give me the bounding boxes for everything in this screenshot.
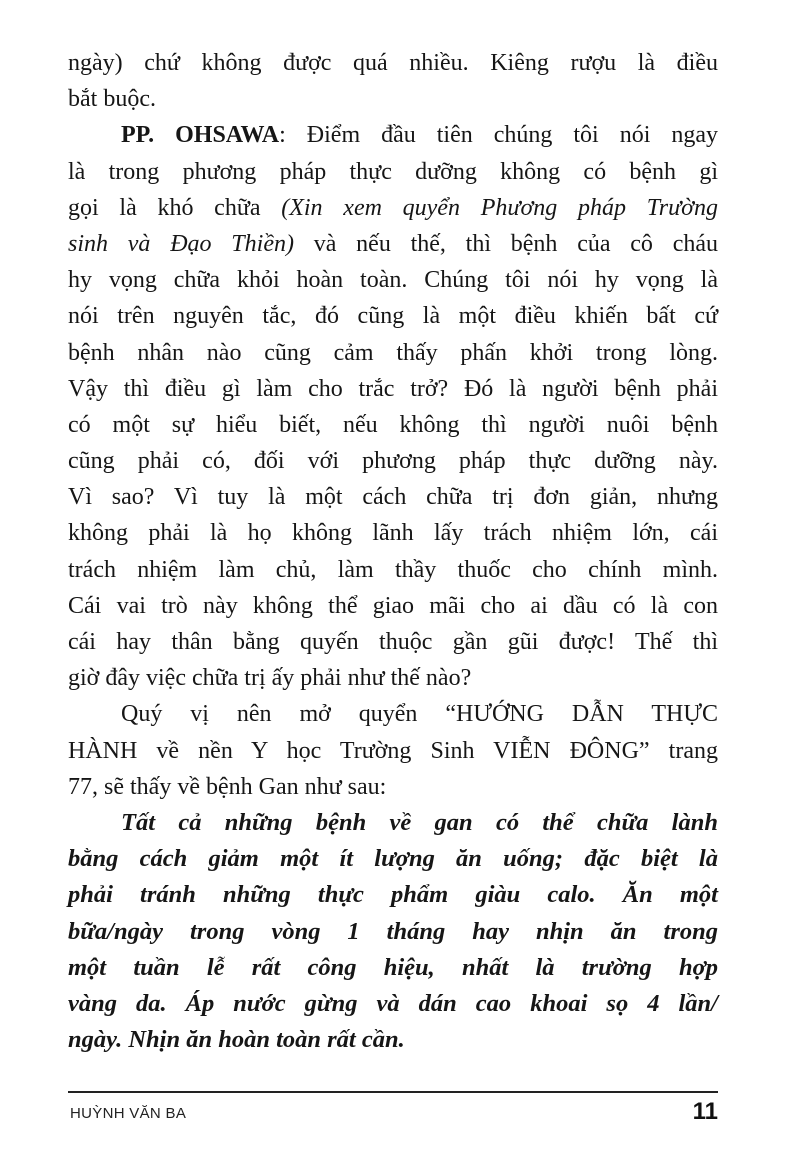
text-line (68, 841, 718, 877)
italic-reference: sinh và Đạo Thiền) (68, 230, 294, 257)
text-segment: là trong phương pháp thực dưỡng không có bệnh gì (68, 158, 718, 185)
body-text (68, 45, 718, 1058)
text-segment: bằng cách giảm một ít lượng ăn uống; đặc biệt là (68, 845, 718, 873)
text-segment: phải tránh những thực phẩm giàu calo. Ăn một (68, 881, 718, 909)
text-segment: cái hay thân bằng quyến thuộc gần gũi được! Thế thì (68, 629, 718, 655)
text-line (68, 262, 718, 298)
text-segment: không phải là họ không lãnh lấy trách nhiệm lớn, cái (68, 520, 718, 547)
text-line (68, 877, 718, 913)
text-line (68, 515, 718, 551)
page-number: 11 (692, 1098, 718, 1125)
text-segment: : Điểm đầu tiên chúng tôi nói ngay (279, 122, 718, 149)
text-segment: cũng phải có, đối với phương pháp thực dưỡng này. (68, 448, 718, 475)
text-line (68, 986, 718, 1022)
text-segment: Quý vị nên mở quyển “HƯỚNG DẪN THỰC (121, 701, 718, 728)
text-segment: vàng da. Áp nước gừng và dán cao khoai sọ 4 lần/ (68, 989, 718, 1017)
speaker-label: PP. OHSAWA (121, 122, 280, 149)
text-line (68, 154, 718, 190)
text-line (68, 371, 718, 407)
text-line (68, 588, 718, 624)
text-line (68, 805, 718, 841)
text-segment: 77, sẽ thấy về bệnh Gan như sau: (68, 773, 387, 800)
text-line (68, 190, 718, 226)
text-line (68, 479, 718, 515)
text-line (68, 950, 718, 986)
text-line (68, 335, 718, 371)
text-segment: bữa/ngày trong vòng 1 tháng hay nhịn ăn trong (68, 917, 718, 945)
text-segment: và nếu thế, thì bệnh của cô cháu (293, 230, 719, 257)
text-segment: một tuần lễ rất công hiệu, nhất là trường hợp (68, 953, 718, 981)
text-line (68, 660, 718, 696)
footer-divider (68, 1091, 718, 1093)
text-segment: nói trên nguyên tắc, đó cũng là một điều khiến bất cứ (68, 303, 718, 330)
text-segment: Tất cả những bệnh về gan có thể chữa lành (121, 808, 718, 836)
text-segment: Cái vai trò này không thể giao mãi cho ai dầu có là con (68, 592, 718, 619)
text-line (68, 769, 718, 805)
text-segment: bắt buộc. (68, 86, 156, 113)
text-line (68, 117, 718, 153)
text-line (68, 226, 718, 262)
text-line (68, 443, 718, 479)
text-line (68, 552, 718, 588)
text-line (68, 407, 718, 443)
text-segment: ngày) chứ không được quá nhiều. Kiêng rượu là điều (68, 50, 718, 76)
text-segment: giờ đây việc chữa trị ấy phải như thế nào? (68, 665, 472, 692)
text-segment: trách nhiệm làm chủ, làm thầy thuốc cho chính mình. (68, 556, 718, 583)
text-line (68, 696, 718, 732)
text-line (68, 298, 718, 334)
italic-reference: (Xin xem quyển Phương pháp Trường (281, 194, 718, 221)
text-line (68, 45, 718, 81)
text-segment: gọi là khó chữa (68, 194, 282, 221)
text-line (68, 1022, 718, 1058)
text-segment: hy vọng chữa khỏi hoàn toàn. Chúng tôi nói hy vọng là (68, 267, 718, 294)
text-segment: bệnh nhân nào cũng cảm thấy phấn khởi trong lòng. (68, 339, 718, 366)
text-segment: ngày. Nhịn ăn hoàn toàn rất cần. (68, 1026, 405, 1054)
text-segment: có một sự hiểu biết, nếu không thì người nuôi bệnh (68, 411, 718, 438)
text-segment: HÀNH về nền Y học Trường Sinh VIỄN ĐÔNG” trang (68, 737, 718, 764)
footer-author: HUỲNH VĂN BA (70, 1105, 187, 1122)
text-line (68, 733, 718, 769)
text-line (68, 914, 718, 950)
text-segment: Vì sao? Vì tuy là một cách chữa trị đơn giản, nhưng (68, 484, 718, 511)
text-line (68, 624, 718, 660)
text-line (68, 81, 718, 117)
text-segment: Vậy thì điều gì làm cho trắc trở? Đó là người bệnh phải (68, 375, 718, 402)
